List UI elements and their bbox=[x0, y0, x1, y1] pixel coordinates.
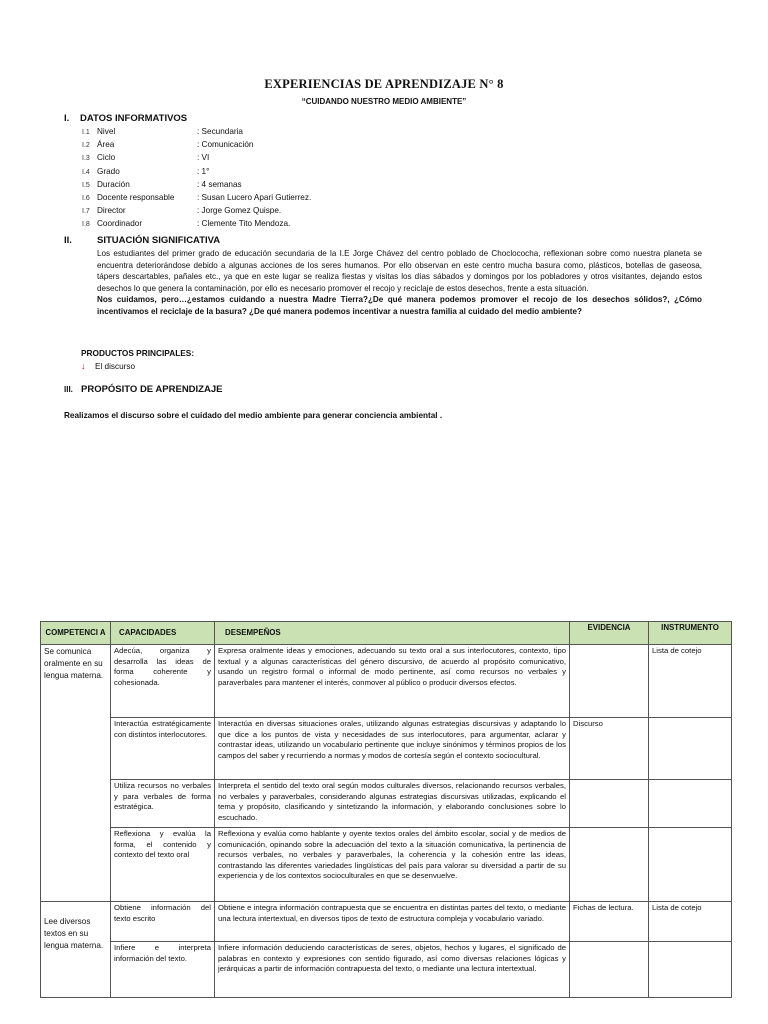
info-row-key: Duración bbox=[97, 179, 130, 189]
info-row-key: Ciclo bbox=[97, 153, 116, 163]
info-row bbox=[82, 152, 311, 165]
capacidad-cell: Reflexiona y evalúa la forma, el contenido y contexto del texto oral bbox=[111, 828, 215, 902]
arrow-bullet-icon: ↓ bbox=[81, 361, 86, 371]
table-row bbox=[41, 645, 732, 718]
evidencia-cell bbox=[570, 645, 649, 718]
desempeno-cell: Reflexiona y evalúa como hablante y oyente textos orales del ámbito escolar, social y de medios de comunicación, opinando sobre la adecuación del texto a la situación comunicativa, la pertinencia de recursos verbales, no verbales y paraverbales, la coherencia y la cohesión entre las ideas, contrastando las diferentes variedades lingüísticas del país para valorar su diversidad a partir de su experiencia y de los contextos socioculturales en que se desenvuelve. bbox=[215, 828, 570, 902]
capacidad-cell: Infiere e interpreta información del texto. bbox=[111, 942, 215, 998]
desempeno-cell: Infiere información deduciendo características de seres, objetos, hechos y lugares, el significado de palabras en contexto y expresiones con sentido figurado, así como diversas relaciones lógicas y jerárquicas a partir de información contrapuesta del texto, o mediante una lectura intertextual. bbox=[215, 942, 570, 998]
info-row-number: I.1 bbox=[82, 129, 90, 136]
evidencia-cell bbox=[570, 828, 649, 902]
evidencia-cell: Discurso bbox=[570, 718, 649, 780]
section-1-title: DATOS INFORMATIVOS bbox=[80, 113, 188, 124]
document-title: EXPERIENCIAS DE APRENDIZAJE N° 8 bbox=[264, 77, 504, 91]
table-row bbox=[41, 718, 732, 780]
info-row-key: Grado bbox=[97, 166, 120, 176]
info-row-number: I.2 bbox=[82, 142, 90, 150]
instrumento-cell bbox=[649, 718, 732, 780]
info-row bbox=[82, 166, 311, 179]
desempeno-cell: Obtiene e integra información contrapuesta que se encuentra en distintas partes del texto, o mediante una lectura intertextual, en diversos tipos de texto de estructura compleja y vocabulario variado. bbox=[215, 902, 570, 942]
section-3-heading bbox=[64, 384, 222, 395]
section-1-heading bbox=[64, 113, 187, 124]
document-subtitle: “CUIDANDO NUESTRO MEDIO AMBIENTE” bbox=[301, 97, 467, 106]
info-row-key: Coordinador bbox=[97, 219, 143, 229]
instrumento-cell bbox=[649, 942, 732, 998]
evidencia-cell bbox=[570, 780, 649, 828]
evidencia-cell bbox=[570, 942, 649, 998]
competencia-cell: Se comunica oralmente en su lengua materna. bbox=[41, 645, 111, 902]
competencia-cell: Lee diversos textos en su lengua materna. bbox=[41, 902, 111, 998]
section-1-number: I. bbox=[64, 113, 70, 124]
section-3-title: PROPÓSITO DE APRENDIZAJE bbox=[81, 384, 223, 395]
evidencia-cell: Fichas de lectura. bbox=[570, 902, 649, 942]
desempeno-cell: Interpreta el sentido del texto oral según modos culturales diversos, relacionando recursos verbales, no verbales y paraverbales, considerando algunas estrategias discursivas utilizadas, explicando el tema y propósito, clasificando y sintetizando la información, y elaborando conclusiones sobre lo escuchado. bbox=[215, 780, 570, 828]
instrumento-cell: Lista de cotejo bbox=[649, 645, 732, 718]
table-row bbox=[41, 828, 732, 902]
info-row-number: I.3 bbox=[82, 155, 90, 163]
info-row bbox=[82, 205, 311, 218]
products-title: PRODUCTOS PRINCIPALES: bbox=[81, 348, 195, 358]
instrumento-cell: Lista de cotejo bbox=[649, 902, 732, 942]
info-row-key: Área bbox=[97, 140, 115, 150]
info-row-key: Director bbox=[97, 206, 126, 216]
info-row-value: : Comunicación bbox=[197, 140, 254, 150]
instrumento-cell bbox=[649, 780, 732, 828]
info-row bbox=[82, 179, 311, 192]
info-row-number: I.5 bbox=[82, 181, 90, 189]
info-row-value: : Susan Lucero Apari Gutierrez. bbox=[197, 193, 312, 203]
capacidad-cell: Utiliza recursos no verbales y para verbales de forma estratégica. bbox=[111, 780, 215, 828]
info-row-number: I.4 bbox=[82, 168, 90, 176]
info-row-number: I.7 bbox=[82, 208, 90, 216]
section-2-title: SITUACIÓN SIGNIFICATIVA bbox=[97, 235, 221, 246]
capacidad-cell: Interactúa estratégicamente con distintos interlocutores. bbox=[111, 718, 215, 780]
info-row-value: : Clemente Tito Mendoza. bbox=[197, 219, 291, 229]
product-list-item bbox=[81, 361, 135, 371]
info-list bbox=[82, 126, 311, 232]
info-row bbox=[82, 139, 311, 152]
section-2-number: II. bbox=[64, 235, 72, 246]
info-row-value: : VI bbox=[197, 153, 210, 163]
info-row-value: : 4 semanas bbox=[197, 179, 242, 189]
info-row bbox=[82, 126, 311, 139]
situation-paragraph: Los estudiantes del primer grado de educación secundaria de la I.E Jorge Chávez del centro poblado de Choclococha, reflexionan sobre como nuestra planeta se encuentra deteriorándose debido a algunas acciones de los seres humanos. Por ello observan en este centro mucha basura como, plásticos, botellas de gaseosa, tápers descartables, pañales etc., ya que en este lugar se realiza fiestas y visitas los días sábados y domingos por los pobladores y otros visitantes, dejando estos desechos lo que genera la contaminación, por ello es necesario promover el recojo y reciclaje de estos desechos, frente a esta situación. bbox=[97, 249, 702, 293]
product-item-label: El discurso bbox=[95, 362, 136, 371]
header-evidencia: EVIDENCIA bbox=[570, 622, 649, 645]
situation-questions: Nos cuidamos, pero…¿estamos cuidando a nuestra Madre Tierra?¿De qué manera podemos promover el recojo de los desechos sólidos?, ¿Cómo incentivamos el reciclaje de la basura? ¿De qué manera podemos incentivar a nuestra familia al cuidado del medio ambiente? bbox=[97, 295, 702, 316]
desempeno-cell: Expresa oralmente ideas y emociones, adecuando su texto oral a sus interlocutores, contexto, tipo textual y a algunas características del género discursivo, de acuerdo al propósito comunicativo, usando un registro formal o informal de modo pertinente, así como recursos no verbales y paraverbales para mantener el interés, conmover al público o producir diversos efectos. bbox=[215, 645, 570, 718]
header-capacidades: CAPACIDADES bbox=[111, 622, 215, 645]
info-row-number: I.8 bbox=[82, 221, 90, 229]
situation-text bbox=[97, 248, 702, 318]
info-row-value: : 1° bbox=[197, 166, 210, 176]
info-row-value: : Secundaria bbox=[197, 127, 243, 136]
info-row-number: I.6 bbox=[82, 195, 90, 203]
info-row bbox=[82, 218, 311, 231]
capacidad-cell: Obtiene información del texto escrito bbox=[111, 902, 215, 942]
table-row bbox=[41, 902, 732, 942]
table-header-row bbox=[41, 622, 732, 645]
header-desempenos: DESEMPEÑOS bbox=[215, 622, 570, 645]
table-row bbox=[41, 942, 732, 998]
section-3-number: III. bbox=[64, 385, 73, 394]
info-row-key: Docente responsable bbox=[97, 193, 175, 203]
table-row bbox=[41, 780, 732, 828]
info-row-key: Nivel bbox=[97, 127, 116, 136]
purpose-text: Realizamos el discurso sobre el cuidado del medio ambiente para generar conciencia ambiental . bbox=[64, 411, 443, 420]
header-instrumento: INSTRUMENTO bbox=[649, 622, 732, 645]
info-row bbox=[82, 192, 311, 205]
header-competencia: COMPETENCI A bbox=[41, 622, 111, 645]
instrumento-cell bbox=[649, 828, 732, 902]
desempeno-cell: Interactúa en diversas situaciones orales, utilizando algunas estrategias discursivas y adaptando lo que dice a los puntos de vista y necesidades de sus interlocutores, para argumentar, aclarar y contrastar ideas, utilizando un vocabulario pertinente que incluye sinónimos y términos propios de los campos del saber y recurriendo a normas y modos de cortesía según el contexto sociocultural. bbox=[215, 718, 570, 780]
section-2-heading bbox=[64, 235, 220, 246]
capacidad-cell: Adecúa, organiza y desarrolla las ideas de forma coherente y cohesionada. bbox=[111, 645, 215, 718]
info-row-value: : Jorge Gomez Quispe. bbox=[197, 206, 282, 216]
competencies-table bbox=[40, 621, 732, 998]
